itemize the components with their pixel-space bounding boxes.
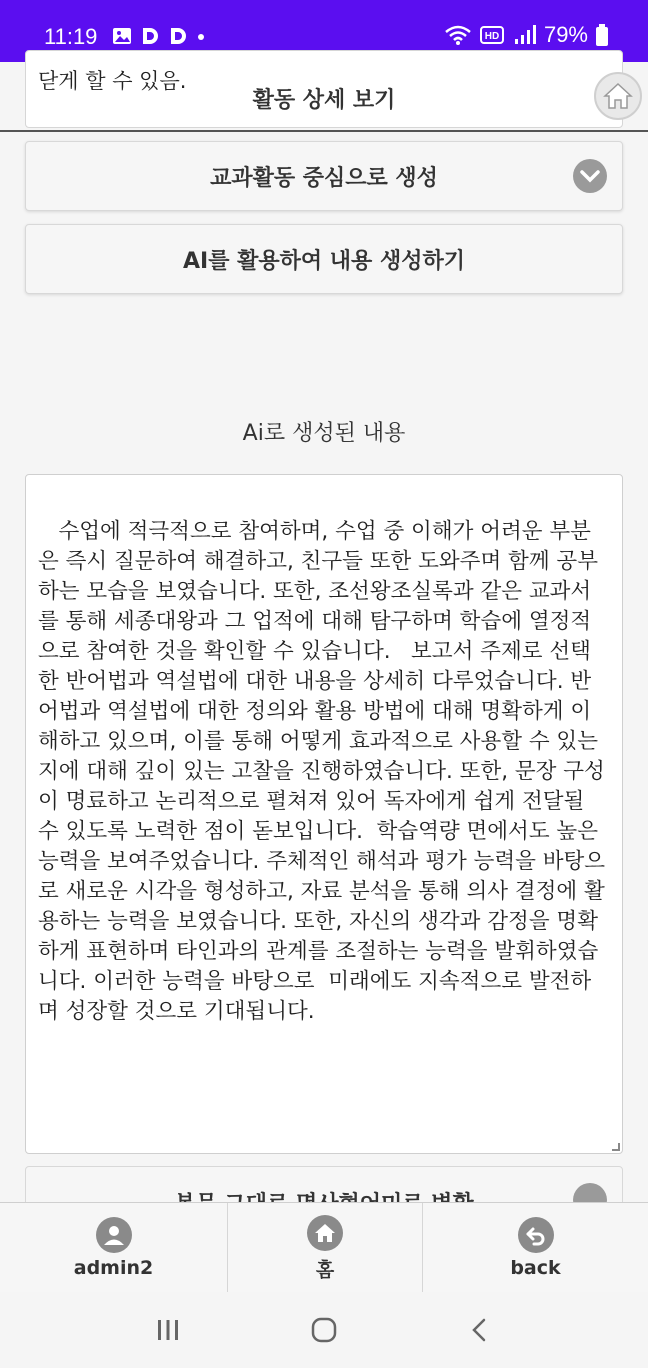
nav-back-label: back xyxy=(510,1257,561,1279)
nav-user-label: admin2 xyxy=(73,1257,154,1279)
subject-activity-button[interactable] xyxy=(25,141,623,211)
d-app-icon xyxy=(168,26,188,46)
hd-icon xyxy=(480,24,506,46)
activity-detail-title: 활동 상세 보기 xyxy=(252,88,396,113)
back-icon xyxy=(518,1217,554,1253)
gallery-icon xyxy=(112,26,132,46)
ai-generate-button[interactable] xyxy=(25,224,623,294)
ai-content-textarea[interactable] xyxy=(25,474,623,1154)
subject-activity-label: 교과활동 중심으로 생성 xyxy=(210,165,438,191)
bottom-navigation xyxy=(0,1202,648,1292)
chevron-down-icon xyxy=(573,159,607,193)
back-chevron-icon[interactable] xyxy=(466,1316,494,1344)
d-app-icon xyxy=(140,26,160,46)
home-circle-icon[interactable] xyxy=(310,1316,338,1344)
divider xyxy=(0,130,648,132)
home-icon xyxy=(603,81,633,111)
battery-icon xyxy=(596,24,608,46)
home-icon xyxy=(307,1215,343,1251)
dot-icon xyxy=(196,26,206,46)
previous-text-fragment: 닫게 할 수 있음. xyxy=(38,69,187,93)
ai-generate-label: AI를 활용하여 내용 생성하기 xyxy=(183,248,465,274)
nav-back[interactable] xyxy=(423,1203,648,1293)
nav-home[interactable] xyxy=(228,1203,423,1293)
nav-user[interactable] xyxy=(0,1203,228,1293)
battery-percent: 79% xyxy=(543,22,588,47)
resize-handle[interactable] xyxy=(612,1143,620,1151)
svg-text:HD: HD xyxy=(484,31,500,42)
activity-detail-card xyxy=(25,50,623,128)
ai-content-label: Ai로 생성된 내용 xyxy=(242,421,406,446)
nav-home-label: 홈 xyxy=(315,1258,335,1281)
floating-home-button[interactable] xyxy=(594,72,642,120)
recents-icon[interactable] xyxy=(154,1316,182,1344)
user-icon xyxy=(96,1217,132,1253)
system-navigation xyxy=(0,1292,648,1368)
ai-content-text: 수업에 적극적으로 참여하며, 수업 중 이해가 어려운 부분은 즉시 질문하여 해결하고, 친구들 또한 도와주며 함께 공부하는 모습을 보였습니다. 또한, 조선왕조실록과 같은 교과서를 통해 세종대왕과 그 업적에 대해 탐구하며 학습에 열정적으로 참여한 것을 확인할 수 있습니다. 보고서 주제로 선택한 반어법과 역설법에 대한 내용을 상세히 다루었습니다. 반어법과 역설법에 대한 정의와 활용 방법에 대해 명확하게 이해하고 있으며, 이를 통해 어떻게 효과적으로 사용할 수 있는지에 대해 깊이 있는 고찰을 진행하였습니다. 또한, 문장 구성이 명료하고 논리적으로 펼쳐져 있어 독자에게 쉽게 전달될 수 있도록 노력한 점이 돋보입니다. 학습역량 면에서도 높은 능력을 보여주었습니다. 주체적인 해석과 평가 능력을 바탕으로 새로운 시각을 형성하고, 자료 분석을 통해 의사 결정에 활용하는 능력을 보였습니다. 또한, 자신의 생각과 감정을 명확하게 표현하며 타인과의 관계를 조절하는 능력을 발휘하였습니다. 이러한 능력을 바탕으로 미래에도 지속적으로 발전하며 성장할 것으로 기대됩니다. xyxy=(38,519,606,1024)
wifi-icon xyxy=(444,24,472,46)
signal-icon xyxy=(514,24,536,46)
status-time: 11:19 xyxy=(44,24,98,49)
